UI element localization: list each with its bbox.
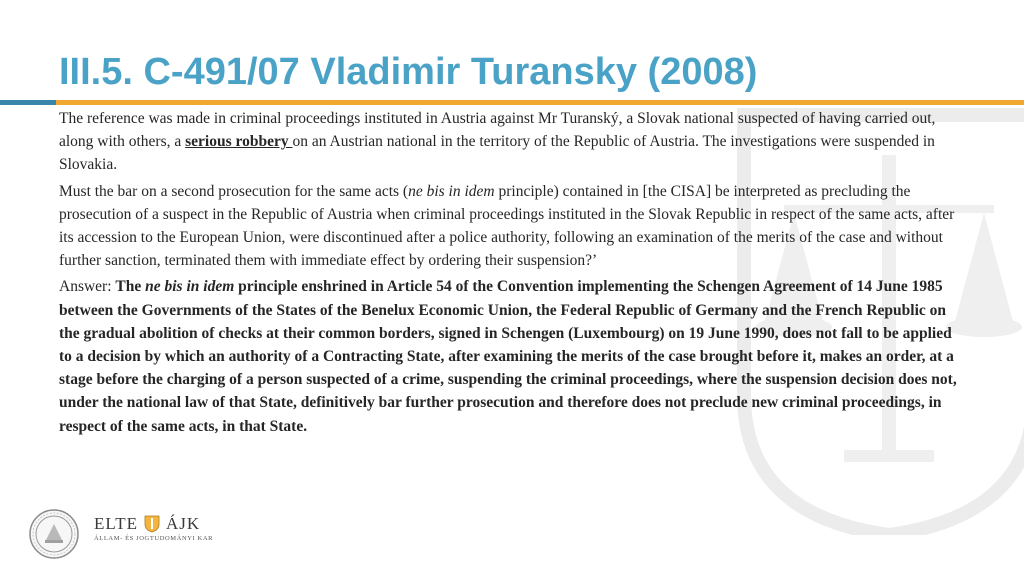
paragraph-answer: Answer: The ne bis in idem principle enshrined in Article 54 of the Convention implementing the Schengen Agreement of 14 June 1985 between the Governments of the States of the Benelux Economic Union, the Federal Republic of Germany and the French Republic on the gradual abolition of checks at their common borders, signed in Schengen (Luxembourg) on 19 June 1990, does not fall to be applied to a decision by which an authority of a Contracting State, after examining the merits of the case brought before it, makes an order, at a stage before the charging of a person suspected of a crime, suspending the criminal proceedings, where the suspension decision does not, under the national law of that State, definitively bar further prosecution and therefore does not preclude new criminal proceedings, in respect of the same acts, in that State.: [59, 278, 957, 435]
brand-right: ÁJK: [165, 514, 201, 533]
slide-body: [59, 107, 964, 441]
answer-label: Answer:: [59, 278, 116, 296]
page-title: III.5. C-491/07 Vladimir Turansky (2008): [59, 51, 758, 93]
university-seal-icon: [28, 508, 80, 560]
serious-robbery-emphasis: serious robbery: [185, 133, 293, 151]
brand-left: ELTE: [94, 514, 138, 533]
ne-bis-in-idem-term-answer: ne bis in idem: [145, 278, 235, 296]
title-underline: [0, 100, 1024, 105]
brand-subtitle: ÁLLAM- ÉS JOGTUDOMÁNYI KAR: [94, 535, 214, 542]
paragraph-question: Must the bar on a second prosecution for the same acts (ne bis in idem principle) contained in [the CISA] be interpreted as precluding the prosecution of a suspect in the Republic of Austria when criminal proceedings instituted in the Slovak Republic in respect of the same acts, after its accession to the European Union, were discontinued after a police authority, following an examination of the merits of the case and without further sanction, terminated them with immediate effect by ordering their suspension?’: [59, 182, 955, 270]
brand-wordmark: [94, 514, 213, 534]
faculty-brand: [94, 514, 213, 542]
paragraph-reference: The reference was made in criminal proceedings instituted in Austria against Mr Turanský, a Slovak national suspected of having carried out, along with others, a serious robbery on an Austrian national in the territory of the Republic of Austria. The investigations were suspended in Slovakia.: [59, 110, 936, 174]
title-underline-accent: [0, 100, 56, 105]
ne-bis-in-idem-term: ne bis in idem: [408, 182, 495, 200]
shield-icon: [144, 515, 160, 533]
